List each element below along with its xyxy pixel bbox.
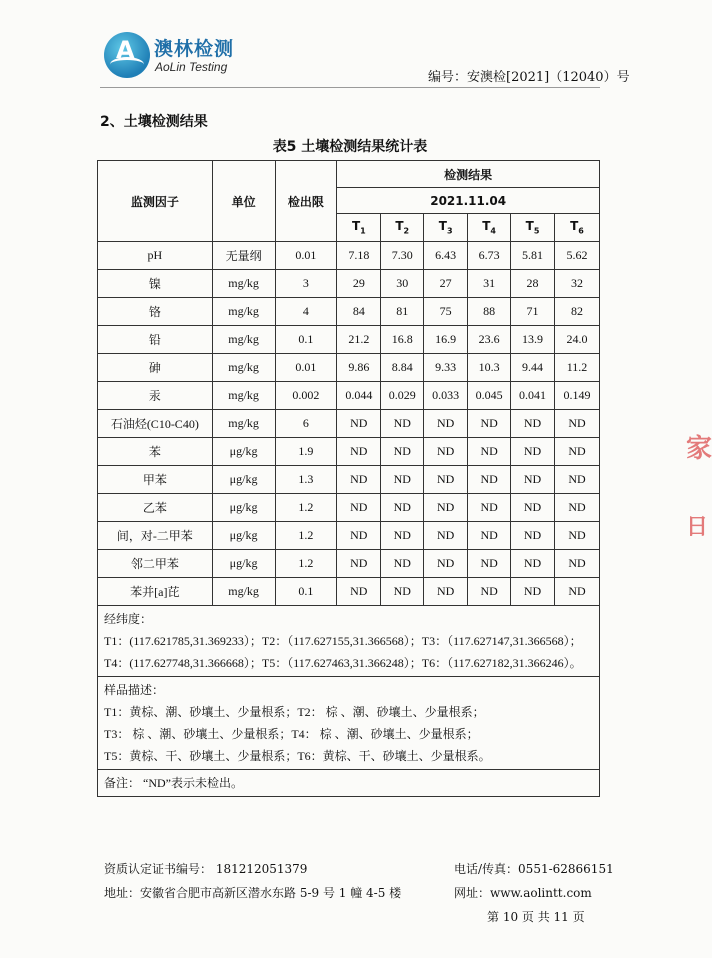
value-cell: ND — [555, 494, 600, 522]
value-cell: 23.6 — [468, 326, 511, 354]
limit-cell: 1.9 — [275, 438, 337, 466]
header-point: $T_6$ — [555, 214, 600, 242]
value-cell: ND — [555, 522, 600, 550]
unit-cell: mg/kg — [212, 326, 275, 354]
value-cell: 6.43 — [424, 242, 468, 270]
value-cell: 0.033 — [424, 382, 468, 410]
value-cell: ND — [337, 494, 381, 522]
table-row — [98, 270, 600, 298]
table-caption: 表5 土壤检测结果统计表 — [272, 139, 428, 155]
value-cell: ND — [337, 466, 381, 494]
soil-results-table — [97, 160, 600, 797]
value-cell: ND — [424, 578, 468, 606]
value-cell: ND — [424, 550, 468, 578]
value-cell: ND — [381, 522, 424, 550]
value-cell: 81 — [381, 298, 424, 326]
page-number: 第 10 页 共 11 页 — [487, 910, 585, 924]
value-cell: ND — [337, 578, 381, 606]
limit-cell: 0.01 — [275, 354, 337, 382]
value-cell: ND — [424, 466, 468, 494]
unit-cell: mg/kg — [212, 298, 275, 326]
value-cell: ND — [555, 550, 600, 578]
value-cell: 6.73 — [468, 242, 511, 270]
value-cell: ND — [555, 438, 600, 466]
value-cell: 0.149 — [555, 382, 600, 410]
limit-cell: 4 — [275, 298, 337, 326]
stamp-fragment-icon: 日 — [686, 515, 709, 540]
stamp-fragment-icon: 家 — [686, 434, 712, 464]
factor-cell: 苯 — [98, 438, 213, 466]
limit-cell: 1.2 — [275, 522, 337, 550]
value-cell: 88 — [468, 298, 511, 326]
value-cell: 0.044 — [337, 382, 381, 410]
value-cell: ND — [511, 578, 555, 606]
website: 网址：www.aolintt.com — [454, 886, 592, 900]
table-row — [98, 494, 600, 522]
limit-cell: 0.01 — [275, 242, 337, 270]
limit-cell: 1.3 — [275, 466, 337, 494]
company-logo-name: 澳林检测 — [154, 38, 235, 60]
table-row — [98, 522, 600, 550]
value-cell: 28 — [511, 270, 555, 298]
value-cell: 82 — [555, 298, 600, 326]
value-cell: 31 — [468, 270, 511, 298]
section-title: 2、土壤检测结果 — [100, 114, 208, 130]
value-cell: 32 — [555, 270, 600, 298]
value-cell: ND — [511, 494, 555, 522]
value-cell: ND — [555, 578, 600, 606]
value-cell: ND — [468, 578, 511, 606]
limit-cell: 0.1 — [275, 326, 337, 354]
value-cell: 5.81 — [511, 242, 555, 270]
factor-cell: 间，对-二甲苯 — [98, 522, 213, 550]
table-row — [98, 438, 600, 466]
value-cell: ND — [381, 410, 424, 438]
limit-cell: 3 — [275, 270, 337, 298]
limit-cell: 0.002 — [275, 382, 337, 410]
company-logo-english: AoLin Testing — [155, 60, 228, 74]
factor-cell: 乙苯 — [98, 494, 213, 522]
value-cell: 30 — [381, 270, 424, 298]
value-cell: 13.9 — [511, 326, 555, 354]
value-cell: ND — [555, 410, 600, 438]
sample-title: 样品描述： — [104, 683, 165, 697]
value-cell: ND — [381, 466, 424, 494]
value-cell: 7.30 — [381, 242, 424, 270]
value-cell: ND — [468, 494, 511, 522]
value-cell: ND — [468, 410, 511, 438]
value-cell: 11.2 — [555, 354, 600, 382]
value-cell: 75 — [424, 298, 468, 326]
unit-cell: mg/kg — [212, 354, 275, 382]
value-cell: ND — [337, 438, 381, 466]
unit-cell: μg/kg — [212, 466, 275, 494]
value-cell: 10.3 — [468, 354, 511, 382]
value-cell: 16.8 — [381, 326, 424, 354]
note-text: 备注： “ND”表示未检出。 — [104, 776, 243, 790]
factor-cell: 石油烃(C10-C40) — [98, 410, 213, 438]
phone-fax: 电话/传真：0551-62866151 — [454, 862, 614, 876]
coords-line: T1：(117.621785,31.369233）；T2：（117.627155,31.366568）；T3：（117.627147,31.366568）； — [104, 634, 582, 648]
factor-cell: 砷 — [98, 354, 213, 382]
value-cell: 0.045 — [468, 382, 511, 410]
value-cell: 24.0 — [555, 326, 600, 354]
table-row — [98, 242, 600, 270]
factor-cell: 铬 — [98, 298, 213, 326]
value-cell: 0.029 — [381, 382, 424, 410]
limit-cell: 0.1 — [275, 578, 337, 606]
header-point: $T_4$ — [468, 214, 511, 242]
header-date: 2021.11.04 — [337, 188, 600, 214]
value-cell: ND — [424, 522, 468, 550]
company-address: 地址：安徽省合肥市高新区潜水东路 5-9 号 1 幢 4-5 楼 — [104, 886, 402, 900]
table-row — [98, 410, 600, 438]
coords-row — [98, 606, 600, 677]
value-cell: 5.62 — [555, 242, 600, 270]
value-cell: 9.33 — [424, 354, 468, 382]
factor-cell: 镍 — [98, 270, 213, 298]
factor-cell: pH — [98, 242, 213, 270]
coords-title: 经纬度： — [104, 612, 153, 626]
value-cell: ND — [337, 522, 381, 550]
limit-cell: 1.2 — [275, 494, 337, 522]
value-cell: ND — [337, 550, 381, 578]
report-number: 编号：安澳检[2021]（12040）号 — [428, 70, 630, 85]
value-cell: ND — [424, 410, 468, 438]
table-row — [98, 298, 600, 326]
coords-cell — [98, 606, 600, 677]
value-cell: ND — [381, 550, 424, 578]
value-cell: ND — [424, 438, 468, 466]
value-cell: ND — [511, 410, 555, 438]
value-cell: ND — [511, 466, 555, 494]
header-point: $T_3$ — [424, 214, 468, 242]
factor-cell: 甲苯 — [98, 466, 213, 494]
factor-cell: 苯并[a]芘 — [98, 578, 213, 606]
value-cell: ND — [511, 438, 555, 466]
value-cell: ND — [381, 578, 424, 606]
unit-cell: μg/kg — [212, 494, 275, 522]
header-point: $T_5$ — [511, 214, 555, 242]
value-cell: ND — [511, 522, 555, 550]
value-cell: ND — [468, 438, 511, 466]
value-cell: 29 — [337, 270, 381, 298]
header-point: $T_1$ — [337, 214, 381, 242]
sample-line: T1：黄棕、潮、砂壤土、少量根系；T2： 棕 、潮、砂壤土、少量根系； — [104, 705, 485, 719]
value-cell: 9.86 — [337, 354, 381, 382]
header-limit: 检出限 — [275, 161, 337, 242]
sample-line: T3： 棕 、潮、砂壤土、少量根系；T4： 棕 、潮、砂壤土、少量根系； — [104, 727, 479, 741]
value-cell: 9.44 — [511, 354, 555, 382]
factor-cell: 汞 — [98, 382, 213, 410]
value-cell: ND — [337, 410, 381, 438]
unit-cell: 无量纲 — [212, 242, 275, 270]
coords-line: T4：(117.627748,31.366668）；T5：（117.627463,31.366248）；T6：（117.627182,31.366246）。 — [104, 656, 582, 670]
unit-cell: μg/kg — [212, 550, 275, 578]
value-cell: 7.18 — [337, 242, 381, 270]
value-cell: ND — [468, 522, 511, 550]
value-cell: 84 — [337, 298, 381, 326]
limit-cell: 6 — [275, 410, 337, 438]
limit-cell: 1.2 — [275, 550, 337, 578]
unit-cell: μg/kg — [212, 522, 275, 550]
header-point: $T_2$ — [381, 214, 424, 242]
table-row — [98, 578, 600, 606]
table-row — [98, 382, 600, 410]
value-cell: 71 — [511, 298, 555, 326]
table-row — [98, 466, 600, 494]
value-cell: 8.84 — [381, 354, 424, 382]
value-cell: ND — [424, 494, 468, 522]
sample-row — [98, 677, 600, 770]
header-factor: 监测因子 — [98, 161, 213, 242]
table-row — [98, 326, 600, 354]
value-cell: ND — [381, 494, 424, 522]
factor-cell: 铅 — [98, 326, 213, 354]
value-cell: ND — [555, 466, 600, 494]
value-cell: 21.2 — [337, 326, 381, 354]
sample-line: T5：黄棕、干、砂壤土、少量根系；T6：黄棕、干、砂壤土、少量根系。 — [104, 749, 491, 763]
table-row — [98, 354, 600, 382]
unit-cell: mg/kg — [212, 382, 275, 410]
value-cell: ND — [511, 550, 555, 578]
value-cell: ND — [468, 466, 511, 494]
table-row — [98, 550, 600, 578]
unit-cell: mg/kg — [212, 270, 275, 298]
note-row — [98, 770, 600, 797]
header-unit: 单位 — [212, 161, 275, 242]
unit-cell: mg/kg — [212, 410, 275, 438]
company-logo-icon: A — [104, 32, 150, 78]
unit-cell: mg/kg — [212, 578, 275, 606]
unit-cell: μg/kg — [212, 438, 275, 466]
header-results: 检测结果 — [337, 161, 600, 188]
sample-cell — [98, 677, 600, 770]
value-cell: 0.041 — [511, 382, 555, 410]
note-cell — [98, 770, 600, 797]
value-cell: 27 — [424, 270, 468, 298]
certificate-number: 资质认定证书编号： 181212051379 — [104, 862, 308, 876]
value-cell: ND — [381, 438, 424, 466]
header-divider — [100, 87, 600, 88]
table-header-row — [98, 161, 600, 188]
value-cell: 16.9 — [424, 326, 468, 354]
factor-cell: 邻二甲苯 — [98, 550, 213, 578]
value-cell: ND — [468, 550, 511, 578]
